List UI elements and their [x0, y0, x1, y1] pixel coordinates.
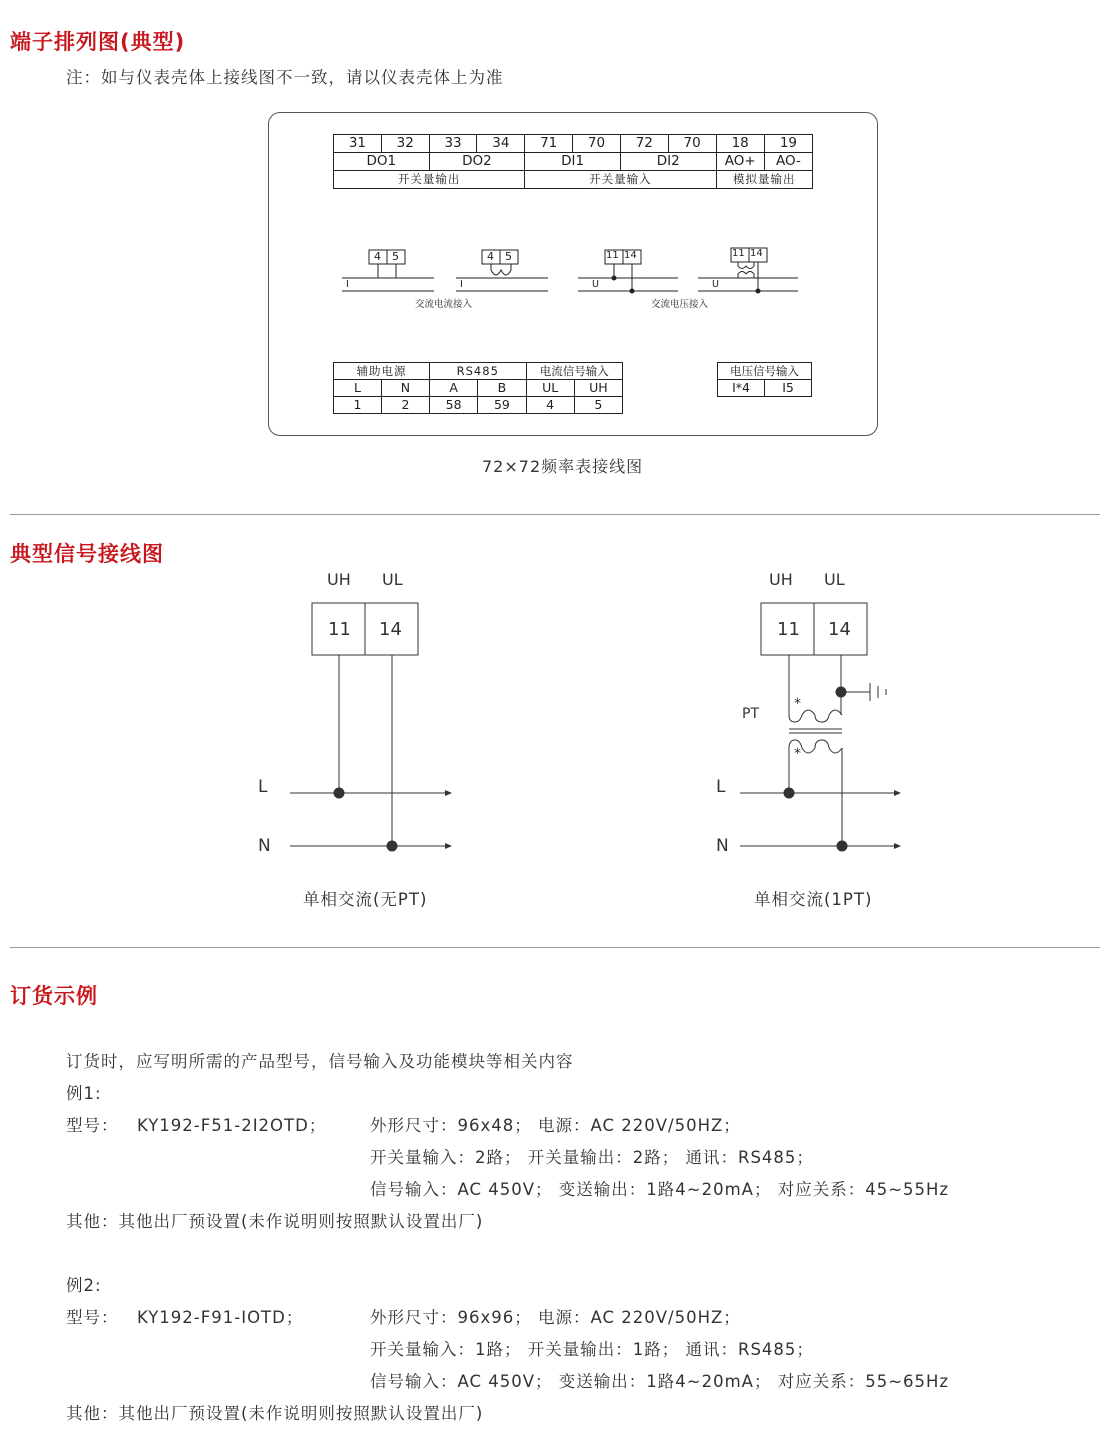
terminal-label: 11: [732, 248, 745, 259]
power-number: 58: [429, 397, 477, 414]
label-n: N: [258, 836, 271, 856]
junction-dot: [836, 687, 847, 698]
note-text: 注：如与仪表壳体上接线图不一致，请以仪表壳体上为准: [66, 68, 504, 87]
terminal-label: 4: [487, 250, 494, 263]
terminal-category: 模拟量输出: [716, 171, 813, 189]
arrow-icon: [894, 843, 901, 849]
terminal-number: 18: [716, 135, 764, 153]
voltage-header-row: [718, 363, 812, 380]
spec-line: 外形尺寸：96x96； 电源：AC 220V/50HZ；: [370, 1308, 741, 1327]
arrow-icon: [445, 790, 452, 796]
current-input-label: 交流电流接入: [415, 299, 473, 310]
example-label: 例1:: [66, 1084, 102, 1103]
terminal-number: 70: [668, 135, 716, 153]
polarity-star: *: [794, 746, 801, 762]
terminal-14: 14: [828, 619, 851, 640]
label-l: L: [258, 777, 268, 797]
junction-dot: [784, 788, 795, 799]
label-n: N: [716, 836, 729, 856]
spec-line: 开关量输入：2路； 开关量输出：2路； 通讯：RS485；: [370, 1148, 814, 1167]
power-header: 辅助电源: [334, 363, 430, 380]
u-mark: U: [712, 279, 719, 290]
spec-line: 开关量输入：1路； 开关量输出：1路； 通讯：RS485；: [370, 1340, 814, 1359]
pt-secondary-icon: [802, 748, 815, 753]
i-mark: I: [346, 279, 349, 290]
power-number: 2: [381, 397, 429, 414]
power-label: A: [429, 380, 477, 397]
other-line: 其他：其他出厂预设置(未作说明则按照默认设置出厂): [66, 1212, 484, 1231]
u-mark: U: [592, 279, 599, 290]
terminal-number: 31: [334, 135, 382, 153]
terminal-14: 14: [379, 619, 402, 640]
example-label: 例2:: [66, 1276, 102, 1295]
power-number: 59: [478, 397, 526, 414]
label-ul: UL: [382, 570, 403, 589]
label-ul: UL: [824, 570, 845, 589]
voltage-cell-row: [718, 380, 812, 397]
arrow-icon: [445, 843, 452, 849]
spec-line: 外形尺寸：96x48； 电源：AC 220V/50HZ；: [370, 1116, 741, 1135]
power-label: UH: [574, 380, 622, 397]
power-number: 1: [334, 397, 382, 414]
ct-coil-icon: [491, 264, 511, 275]
voltage-header: 电压信号输入: [718, 363, 812, 380]
power-label: UL: [526, 380, 574, 397]
terminal-label: 5: [505, 250, 512, 263]
section-title-terminals: 端子排列图(典型): [10, 30, 186, 54]
terminal-group: AO+: [716, 153, 764, 171]
power-label: B: [478, 380, 526, 397]
model-label: 型号：: [66, 1116, 119, 1135]
terminal-number: 32: [381, 135, 429, 153]
pt-primary-icon: [789, 715, 802, 722]
power-label-row: [334, 380, 623, 397]
terminal-group: DI1: [525, 153, 621, 171]
terminal-category: 开关量输出: [334, 171, 525, 189]
divider: [10, 947, 1100, 948]
label-pt: PT: [742, 706, 759, 722]
arrow-icon: [894, 790, 901, 796]
junction-dot: [612, 276, 617, 281]
other-line: 其他：其他出厂预设置(未作说明则按照默认设置出厂): [66, 1404, 484, 1423]
i-mark: I: [460, 279, 463, 290]
junction-dot: [837, 841, 848, 852]
power-header-row: [334, 363, 623, 380]
box-caption: 72×72频率表接线图: [482, 457, 644, 476]
power-label: N: [381, 380, 429, 397]
terminal-number: 70: [573, 135, 621, 153]
terminal-11: 11: [328, 619, 351, 640]
voltage-table: [717, 362, 812, 397]
caption-1pt: 单相交流(1PT): [754, 890, 873, 909]
polarity-star: *: [794, 696, 801, 712]
power-label: L: [334, 380, 382, 397]
terminal-number: 19: [764, 135, 812, 153]
label-uh: UH: [327, 570, 351, 589]
voltage-cell: I*4: [718, 380, 765, 397]
divider: [10, 514, 1100, 515]
order-intro: 订货时，应写明所需的产品型号，信号输入及功能模块等相关内容: [66, 1052, 574, 1071]
pt-primary-icon: [815, 715, 829, 722]
terminal-label: 5: [392, 250, 399, 263]
terminal-group: AO-: [764, 153, 812, 171]
power-header: RS485: [429, 363, 526, 380]
terminal-11: 11: [777, 619, 800, 640]
terminal-number: 72: [620, 135, 668, 153]
junction-dot: [630, 289, 635, 294]
model-label: 型号：: [66, 1308, 119, 1327]
section-title-order: 订货示例: [10, 984, 98, 1008]
terminal-number: 71: [525, 135, 573, 153]
power-table: [333, 362, 623, 414]
pt-secondary-icon: [829, 748, 842, 753]
model-code: KY192-F51-2I2OTD；: [137, 1116, 327, 1135]
power-number: 5: [574, 397, 622, 414]
terminal-label: 14: [624, 250, 637, 261]
pt-coil-icon: [738, 272, 754, 279]
terminal-label: 14: [750, 248, 763, 259]
junction-dot: [387, 841, 398, 852]
power-header: 电流信号输入: [526, 363, 622, 380]
section-title-signal: 典型信号接线图: [10, 542, 164, 566]
voltage-input-label: 交流电压接入: [651, 299, 709, 310]
power-number-row: [334, 397, 623, 414]
label-l: L: [716, 777, 726, 797]
pt-secondary-icon: [815, 740, 829, 748]
terminal-label: 4: [374, 250, 381, 263]
pt-primary-icon: [829, 710, 842, 715]
terminal-category: 开关量输入: [525, 171, 716, 189]
spec-line: 信号输入：AC 450V； 变送输出：1路4~20mA； 对应关系：55~65Hz: [370, 1372, 950, 1391]
junction-dot: [756, 289, 761, 294]
terminal-group: DO2: [429, 153, 525, 171]
power-number: 4: [526, 397, 574, 414]
pt-coil-icon: [738, 262, 754, 269]
terminal-number: 34: [477, 135, 525, 153]
label-uh: UH: [769, 570, 793, 589]
terminal-group: DI2: [620, 153, 716, 171]
terminal-number: 33: [429, 135, 477, 153]
junction-dot: [334, 788, 345, 799]
spec-line: 信号输入：AC 450V； 变送输出：1路4~20mA； 对应关系：45~55Hz: [370, 1180, 950, 1199]
caption-no-pt: 单相交流(无PT): [303, 890, 428, 909]
terminal-group: DO1: [334, 153, 430, 171]
voltage-cell: I5: [765, 380, 812, 397]
terminal-label: 11: [606, 250, 619, 261]
model-code: KY192-F91-IOTD；: [137, 1308, 304, 1327]
pt-primary-icon: [802, 710, 815, 715]
